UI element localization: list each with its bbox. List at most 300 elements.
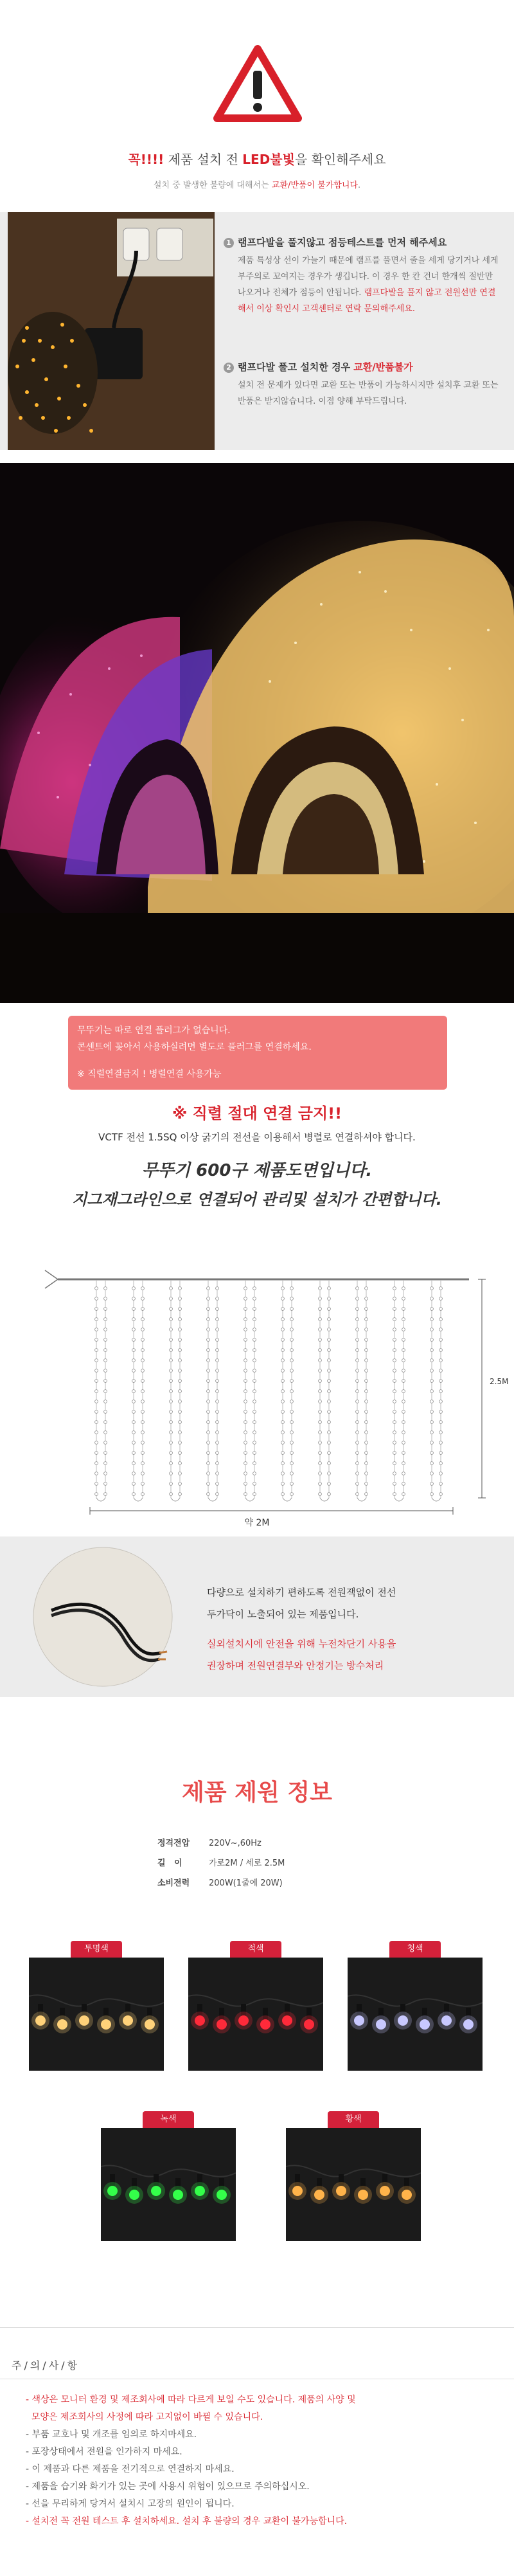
led-bulb — [132, 1308, 136, 1311]
led-bulb — [319, 1359, 322, 1362]
led-bulb — [141, 1482, 145, 1486]
led-bulb — [253, 1287, 256, 1290]
led-bulb — [207, 1493, 210, 1496]
led-bulb — [207, 1421, 210, 1424]
led-bulb — [319, 1318, 322, 1321]
vctf-text: VCTF 전선 1.5SQ 이상 굵기의 전선을 이용해서 병렬로 연결하셔야 합니다. — [98, 1131, 416, 1143]
led-bulb — [281, 1328, 285, 1331]
led-bulb — [328, 1287, 331, 1290]
led-bulb — [356, 1338, 359, 1342]
led-bulb — [439, 1369, 443, 1373]
led-bulb — [430, 1441, 434, 1445]
led-bulb — [253, 1493, 256, 1496]
cable-line2: 두가닥이 노출되어 있는 제품입니다. — [207, 1608, 359, 1620]
led-bulb — [290, 1400, 294, 1403]
led-bulb — [393, 1369, 396, 1373]
led-bulb — [95, 1390, 98, 1393]
led-bulb — [170, 1482, 173, 1486]
led-bulb — [393, 1359, 396, 1362]
led-bulb — [290, 1462, 294, 1465]
led-bulb — [328, 1390, 331, 1393]
led-bulb — [141, 1297, 145, 1301]
led-bulb — [207, 1380, 210, 1383]
led-bulb — [216, 1441, 219, 1445]
led-bulb — [290, 1338, 294, 1342]
led-bulb — [281, 1431, 285, 1434]
led-bulb — [207, 1308, 210, 1311]
color-tag: 녹색 — [143, 2111, 194, 2128]
led-bulb — [402, 1431, 405, 1434]
led-bulb — [430, 1493, 434, 1496]
led-bulb — [216, 1380, 219, 1383]
led-bulb — [281, 1462, 285, 1465]
led-bulb — [104, 1431, 107, 1434]
led-bulb — [207, 1431, 210, 1434]
led-bulb — [328, 1431, 331, 1434]
led-bulb — [290, 1410, 294, 1414]
led-bulb — [439, 1297, 443, 1301]
curtain-diagram — [0, 1241, 514, 1543]
led-bulb — [141, 1493, 145, 1496]
led-bulb — [132, 1431, 136, 1434]
led-bulb — [132, 1380, 136, 1383]
led-bulb — [216, 1287, 219, 1290]
led-bulb — [328, 1400, 331, 1403]
cable-photo — [26, 1540, 180, 1694]
led-bulb — [290, 1318, 294, 1321]
led-bulb — [290, 1472, 294, 1475]
led-bulb — [170, 1349, 173, 1352]
led-bulb — [216, 1369, 219, 1373]
led-bulb — [95, 1318, 98, 1321]
led-bulb — [207, 1297, 210, 1301]
led-bulb — [430, 1328, 434, 1331]
led-bulb — [402, 1338, 405, 1342]
led-bulb — [402, 1287, 405, 1290]
warning-triangle-icon — [213, 45, 302, 123]
led-bulb — [95, 1369, 98, 1373]
led-bulb — [328, 1410, 331, 1414]
led-bulb — [356, 1359, 359, 1362]
led-bulb — [393, 1462, 396, 1465]
led-bulb — [253, 1328, 256, 1331]
color-tag: 청색 — [389, 1941, 441, 1958]
led-bulb — [328, 1380, 331, 1383]
led-bulb — [319, 1493, 322, 1496]
note-1-body-red: 램프다발을 풀지 않고 전원선만 연결해서 이상 확인시 고객센터로 연락 문의해주세요. — [238, 288, 496, 314]
led-bulb — [179, 1297, 182, 1301]
led-bulb — [216, 1493, 219, 1496]
led-bulb — [104, 1421, 107, 1424]
note-1 — [224, 235, 500, 317]
led-bulb — [439, 1359, 443, 1362]
led-bulb — [253, 1400, 256, 1403]
led-bulb — [132, 1390, 136, 1393]
color-tag: 황색 — [328, 2111, 379, 2128]
led-bulb — [207, 1410, 210, 1414]
sub-highlight: 교환/반품이 불가합니다 — [271, 181, 358, 190]
color-sample-photo — [348, 1958, 483, 2071]
spec-label: 길 이 — [157, 1859, 182, 1868]
sub-text: 설치 중 발생한 불량에 대해서는 — [153, 181, 272, 190]
led-bulb — [281, 1493, 285, 1496]
led-bulb — [319, 1431, 322, 1434]
led-bulb — [132, 1421, 136, 1424]
led-bulb — [141, 1369, 145, 1373]
led-bulb — [439, 1390, 443, 1393]
caution-item: 모양은 제조회사의 사정에 따라 고지없이 바뀔 수 있습니다. — [26, 2412, 263, 2422]
led-bulb — [328, 1441, 331, 1445]
led-bulb — [170, 1462, 173, 1465]
led-bulb — [216, 1482, 219, 1486]
led-bulb — [439, 1421, 443, 1424]
spec-row — [157, 1853, 285, 1873]
led-bulb — [244, 1318, 247, 1321]
led-bulb — [439, 1328, 443, 1331]
spec-value: 가로2M / 세로 2.5M — [209, 1859, 285, 1868]
led-bulb — [95, 1452, 98, 1455]
caution-item: - 부품 교호나 및 개조를 임의로 하지마세요. — [26, 2429, 197, 2440]
led-bulb — [141, 1318, 145, 1321]
led-bulb — [356, 1472, 359, 1475]
led-bulb — [170, 1287, 173, 1290]
led-bulb — [170, 1328, 173, 1331]
led-bulb — [141, 1410, 145, 1414]
led-bulb — [328, 1493, 331, 1496]
note-1-title: 램프다발을 풀지않고 점등테스트를 먼저 해주세요 — [238, 237, 447, 248]
led-bulb — [104, 1452, 107, 1455]
led-bulb — [244, 1462, 247, 1465]
warning-headline — [0, 149, 514, 168]
led-bulb — [365, 1349, 368, 1352]
led-bulb — [244, 1400, 247, 1403]
led-bulb — [170, 1390, 173, 1393]
led-bulb — [393, 1493, 396, 1496]
led-bulb — [365, 1287, 368, 1290]
led-bulb — [365, 1493, 368, 1496]
led-bulb — [132, 1462, 136, 1465]
led-bulb — [356, 1390, 359, 1393]
headline-highlight: LED불빛 — [242, 152, 295, 167]
led-bulb — [104, 1369, 107, 1373]
led-bulb — [365, 1390, 368, 1393]
led-bulb — [104, 1318, 107, 1321]
led-bulb — [253, 1462, 256, 1465]
diagram-width-label: 약 2M — [244, 1518, 270, 1528]
note-2-title-highlight: 교환/반품불가 — [353, 361, 413, 373]
led-bulb — [95, 1410, 98, 1414]
strand-loop — [171, 1498, 180, 1501]
led-bulb — [281, 1380, 285, 1383]
led-bulb — [365, 1297, 368, 1301]
led-bulb — [104, 1338, 107, 1342]
led-bulb — [253, 1410, 256, 1414]
zigzag-title: 지그재그라인으로 연결되어 관리및 설치가 간편합니다. — [72, 1191, 442, 1209]
led-bulb — [402, 1441, 405, 1445]
led-bulb — [104, 1349, 107, 1352]
led-bulb — [216, 1472, 219, 1475]
led-bulb — [179, 1338, 182, 1342]
led-bulb — [141, 1441, 145, 1445]
led-bulb — [290, 1390, 294, 1393]
led-bulb — [253, 1472, 256, 1475]
led-bulb — [356, 1441, 359, 1445]
led-bulb — [328, 1482, 331, 1486]
strand-loop — [432, 1498, 441, 1501]
pink-notice-line1: 무뚜기는 따로 연결 플러그가 없습니다. — [77, 1025, 231, 1036]
led-bulb — [365, 1359, 368, 1362]
led-bulb — [439, 1287, 443, 1290]
led-bulb — [430, 1400, 434, 1403]
led-bulb — [141, 1349, 145, 1352]
note-2 — [224, 360, 500, 410]
led-bulb — [141, 1400, 145, 1403]
led-bulb — [244, 1338, 247, 1342]
led-bulb — [328, 1308, 331, 1311]
led-bulb — [365, 1452, 368, 1455]
led-bulb — [281, 1421, 285, 1424]
color-sample-photo — [188, 1958, 323, 2071]
led-bulb — [132, 1400, 136, 1403]
led-bulb — [253, 1452, 256, 1455]
led-bulb — [253, 1297, 256, 1301]
led-bulb — [439, 1400, 443, 1403]
cable-line1: 다량으로 설치하기 편하도록 전원잭없이 전선 — [207, 1587, 396, 1598]
led-bulb — [281, 1390, 285, 1393]
led-bulb — [95, 1328, 98, 1331]
led-bulb — [141, 1462, 145, 1465]
led-bulb — [402, 1380, 405, 1383]
led-bulb — [319, 1328, 322, 1331]
led-bulb — [95, 1380, 98, 1383]
led-bulb — [439, 1318, 443, 1321]
led-bulb — [216, 1452, 219, 1455]
led-bulb — [244, 1359, 247, 1362]
led-bulb — [244, 1287, 247, 1290]
led-bulb — [244, 1369, 247, 1373]
led-bulb — [328, 1472, 331, 1475]
led-bulb — [328, 1338, 331, 1342]
curtain-diagram-section — [0, 1241, 514, 1543]
note-2-title: 램프다발 풀고 설치한 경우 — [238, 361, 354, 373]
led-bulb — [170, 1400, 173, 1403]
led-bulb — [393, 1287, 396, 1290]
led-bulb — [365, 1380, 368, 1383]
led-bulb — [170, 1380, 173, 1383]
led-bulb — [132, 1482, 136, 1486]
led-bulb — [319, 1400, 322, 1403]
led-bulb — [104, 1308, 107, 1311]
led-bulb — [402, 1359, 405, 1362]
specs-title: 제품 제원 정보 — [182, 1779, 332, 1806]
strand-loop — [245, 1498, 254, 1501]
headline-prefix: 꼭!!!! — [128, 152, 164, 167]
led-bulb — [132, 1349, 136, 1352]
led-bulb — [141, 1421, 145, 1424]
led-bulb — [356, 1308, 359, 1311]
warning-subtext — [0, 178, 514, 190]
led-bulb — [430, 1349, 434, 1352]
caution-list — [26, 2391, 495, 2530]
specs-section — [0, 1697, 514, 1935]
led-bulb — [328, 1328, 331, 1331]
led-bulb — [356, 1287, 359, 1290]
led-bulb — [170, 1308, 173, 1311]
led-bulb — [365, 1338, 368, 1342]
led-bulb — [179, 1359, 182, 1362]
led-bulb — [244, 1482, 247, 1486]
led-bulb — [281, 1359, 285, 1362]
led-bulb — [319, 1308, 322, 1311]
led-bulb — [290, 1493, 294, 1496]
strand-loop — [394, 1498, 403, 1501]
led-bulb — [430, 1287, 434, 1290]
led-bulb — [290, 1308, 294, 1311]
led-bulb — [141, 1390, 145, 1393]
led-bulb — [402, 1472, 405, 1475]
led-bulb — [170, 1472, 173, 1475]
led-bulb — [170, 1410, 173, 1414]
led-bulb — [439, 1380, 443, 1383]
led-bulb — [402, 1390, 405, 1393]
led-bulb — [179, 1410, 182, 1414]
led-bulb — [207, 1287, 210, 1290]
sub-end: . — [357, 181, 361, 190]
led-bulb — [281, 1482, 285, 1486]
led-bulb — [365, 1441, 368, 1445]
led-bulb — [179, 1349, 182, 1352]
series-warning: ※ 직렬 절대 연결 금지!! — [172, 1104, 342, 1122]
led-bulb — [95, 1349, 98, 1352]
led-bulb — [319, 1380, 322, 1383]
spec-label: 정격전압 — [157, 1839, 190, 1848]
led-bulb — [356, 1421, 359, 1424]
free-title: 무뚜기 600구 제품도면입니다. — [141, 1161, 373, 1180]
led-bulb — [95, 1472, 98, 1475]
led-bulb — [290, 1287, 294, 1290]
led-bulb — [179, 1441, 182, 1445]
led-bulb — [104, 1441, 107, 1445]
led-bulb — [402, 1328, 405, 1331]
led-bulb — [141, 1452, 145, 1455]
led-bulb — [216, 1462, 219, 1465]
led-bulb — [356, 1380, 359, 1383]
led-bulb — [170, 1369, 173, 1373]
led-bulb — [319, 1462, 322, 1465]
led-bulb — [141, 1287, 145, 1290]
led-bulb — [328, 1297, 331, 1301]
led-bulb — [356, 1462, 359, 1465]
led-bulb — [253, 1390, 256, 1393]
caution-title: 주/의/사/항 — [12, 2359, 80, 2372]
led-bulb — [179, 1287, 182, 1290]
led-bulb — [207, 1441, 210, 1445]
led-bulb — [393, 1297, 396, 1301]
product-photo-bundle — [8, 212, 215, 450]
led-bulb — [95, 1441, 98, 1445]
led-bulb — [281, 1369, 285, 1373]
strand-loop — [320, 1498, 329, 1501]
led-bulb — [430, 1308, 434, 1311]
led-bulb — [393, 1400, 396, 1403]
led-bulb — [207, 1462, 210, 1465]
led-bulb — [290, 1441, 294, 1445]
led-bulb — [179, 1369, 182, 1373]
led-bulb — [207, 1390, 210, 1393]
led-bulb — [402, 1421, 405, 1424]
led-bulb — [365, 1308, 368, 1311]
led-bulb — [402, 1482, 405, 1486]
led-bulb — [179, 1472, 182, 1475]
led-bulb — [207, 1318, 210, 1321]
led-bulb — [253, 1369, 256, 1373]
led-bulb — [104, 1400, 107, 1403]
led-bulb — [141, 1328, 145, 1331]
led-bulb — [104, 1472, 107, 1475]
led-bulb — [365, 1369, 368, 1373]
led-bulb — [216, 1297, 219, 1301]
led-bulb — [170, 1338, 173, 1342]
led-bulb — [430, 1359, 434, 1362]
led-bulb — [430, 1410, 434, 1414]
color-tag: 적색 — [230, 1941, 281, 1958]
led-bulb — [179, 1493, 182, 1496]
led-bulb — [132, 1369, 136, 1373]
led-bulb — [216, 1349, 219, 1352]
led-bulb — [253, 1431, 256, 1434]
spec-row — [157, 1873, 285, 1893]
led-bulb — [319, 1410, 322, 1414]
led-bulb — [170, 1493, 173, 1496]
led-bulb — [141, 1338, 145, 1342]
led-bulb — [170, 1441, 173, 1445]
led-bulb — [365, 1421, 368, 1424]
led-bulb — [328, 1462, 331, 1465]
specs-table — [157, 1833, 285, 1893]
led-bulb — [290, 1349, 294, 1352]
led-bulb — [216, 1431, 219, 1434]
led-bulb — [104, 1390, 107, 1393]
led-bulb — [290, 1369, 294, 1373]
led-bulb — [141, 1431, 145, 1434]
led-bulb — [393, 1410, 396, 1414]
led-bulb — [319, 1482, 322, 1486]
led-bulb — [141, 1308, 145, 1311]
led-bulb — [356, 1452, 359, 1455]
led-bulb — [365, 1472, 368, 1475]
led-bulb — [244, 1452, 247, 1455]
led-bulb — [439, 1338, 443, 1342]
led-bulb — [328, 1452, 331, 1455]
led-bulb — [104, 1482, 107, 1486]
led-bulb — [430, 1431, 434, 1434]
led-bulb — [402, 1462, 405, 1465]
led-bulb — [207, 1452, 210, 1455]
led-bulb — [365, 1400, 368, 1403]
led-bulb — [402, 1400, 405, 1403]
led-bulb — [216, 1359, 219, 1362]
led-bulb — [439, 1482, 443, 1486]
pink-notice-box — [68, 1016, 447, 1090]
led-bulb — [281, 1410, 285, 1414]
led-bulb — [328, 1421, 331, 1424]
strand-loop — [357, 1498, 366, 1501]
led-bulb — [207, 1400, 210, 1403]
led-bulb — [402, 1308, 405, 1311]
led-bulb — [216, 1400, 219, 1403]
caution-item: - 선을 무리하게 당겨서 설치시 고장의 원인이 됩니다. — [26, 2499, 235, 2509]
led-bulb — [290, 1297, 294, 1301]
